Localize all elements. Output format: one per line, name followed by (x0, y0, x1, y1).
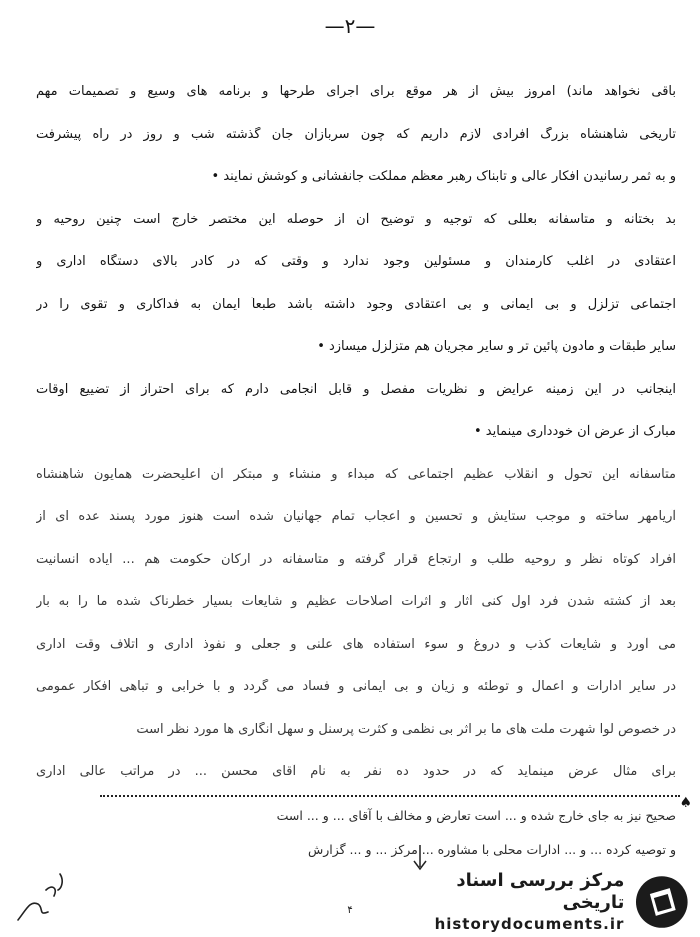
text-line: بعد از کشته شدن فرد اول کنی آثار و اثرات اصلاحات عظیم و شایعات بسیار خطرناک شده ما را به بار (36, 594, 676, 609)
handwritten-signature (8, 860, 72, 930)
footnote-divider (100, 795, 680, 797)
watermark-url: historydocuments.ir (434, 915, 625, 933)
archive-logo-icon (634, 874, 690, 930)
watermark (390, 871, 690, 933)
text-line: سایر طبقات و مادون پائین تر و سایر مجریان هم متزلزل میسازد • (317, 339, 676, 354)
text-line: اعتقادی در اغلب کارمندان و مسئولین وجود ندارد و وقتی که در کادر بالای دستگاه اداری و (36, 254, 676, 269)
watermark-title: مرکز بررسی اسناد تاریخی (456, 870, 625, 913)
text-line: برای مثال عرض مینماید که در حدود ده نفر به نام آقای محسن ... در مراتب عالی اداری (36, 764, 676, 779)
text-line: در خصوص لوا شهرت ملت های ما بر اثر بی نظمی و کثرت پرسنل و سهل انگاری ها مورد نظر است (136, 721, 676, 737)
text-line: تاریخی شاهنشاه بزرگ افرادی لازم داریم که چون سربازان جان گذشته شب و روز در راه پیشرفت (36, 126, 676, 142)
text-line: و به ثمر رسانیدن افکار عالی و تابناک رهبر معظم مملکت جانفشانی و کوشش نمایند • (211, 169, 676, 184)
text-line: آریامهر ساخته و موجب ستایش و تحسین و اعجاب تمام جهانیان شده است هنوز مورد پسند عده ای از (36, 509, 676, 524)
text-line: مبارک از عرض آن خودداری مینماید • (473, 424, 676, 439)
text-line: در سایر ادارات و اعمال و توطئه و زیان و بی ایمانی و فساد می گردد و با خرابی و تباهی افکار عمومی (36, 679, 676, 694)
text-line: اجتماعی تزلزل و بی ایمانی و بی اعتقادی وجود داشته باشد طبعاً ایمان به فداکاری و تقوی را در (36, 296, 676, 312)
document-body (36, 84, 676, 807)
footnote-marker: ♠ (679, 795, 692, 811)
page-number: —۲— (324, 14, 376, 38)
text-line: باقی نخواهد ماند) امروز بیش از هر موقع برای اجرای طرحها و برنامه های وسیع و تصمیمات مهم (36, 84, 676, 99)
text-line: اینجانب در این زمینه عرایض و نظریات مفصل و قابل انجامی دارم که برای احتراز از تضییع اوقات (36, 381, 676, 397)
text-line: می آورد و شایعات کذب و دروغ و سوء استفاده های علنی و جعلی و نفوذ اداری و اتلاف وقت اداری (36, 636, 676, 652)
page-footer-mark: ۴ (347, 905, 353, 916)
text-line: بد بختانه و متاسفانه بعللی که توجیه و توضیح آن از حوصله این مختصر خارج است چنین روحیه و (36, 211, 676, 227)
footnote-line: و توصیه کرده ... و ... ادارات محلی با مشاوره ... مرکز ... و ... گزارش (307, 842, 676, 857)
footnotes (36, 808, 676, 876)
text-line: افراد کوتاه نظر و روحیه طلب و ارتجاع قرار گرفته و متاسفانه در ارکان حکومت هم ... ایاده انسانیت (36, 551, 676, 567)
footnote-line: صحیح نیز به جای خارج شده و ... است تعارض و مخالف با آقای ... و ... است (276, 808, 676, 823)
text-line: متاسفانه این تحول و انقلاب عظیم اجتماعی که مبداء و منشاء و مبتکر آن اعلیحضرت همایون شاهنشاه (36, 466, 676, 482)
